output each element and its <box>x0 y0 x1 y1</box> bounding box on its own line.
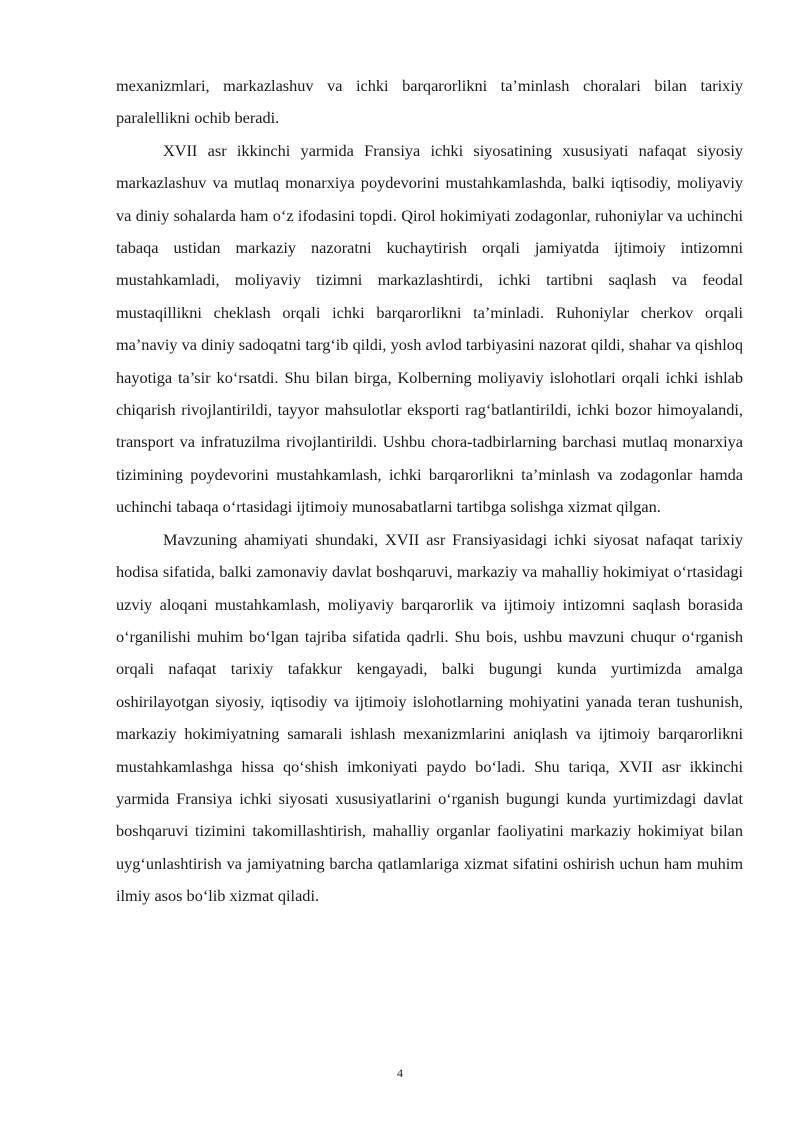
paragraph-topic-significance: Mavzuning ahamiyati shundaki, XVII asr Fransiyasidagi ichki siyosat nafaqat tarixiy hodisa sifatida, balki zamonaviy davlat boshqaruvi, markaziy va mahalliy hokimiyat o‘rtasidagi uzviy aloqani mustahkamlash, moliyaviy barqarorlik va ijtimoiy intizomni saqlash borasida o‘rganilishi muhim bo‘lgan tajriba sifatida qadrli. Shu bois, ushbu mavzuni chuqur o‘rganish orqali nafaqat tarixiy tafakkur kengayadi, balki bugungi kunda yurtimizda amalga oshirilayotgan siyosiy, iqtisodiy va ijtimoiy islohotlarning mohiyatini yanada teran tushunish, markaziy hokimiyatning samarali ishlash mexanizmlarini aniqlash va ijtimoiy barqarorlikni mustahkamlashga hissa qo‘shish imkoniyati paydo bo‘ladi. Shu tariqa, XVII asr ikkinchi yarmida Fransiya ichki siyosati xususiyatlarini o‘rganish bugungi kunda yurtimizdagi davlat boshqaruvi tizimini takomillashtirish, mahalliy organlar faoliyatini markaziy hokimiyat bilan uyg‘unlashtirish va jamiyatning barcha qatlamlariga xizmat sifatini oshirish uchun ham muhim ilmiy asos bo‘lib xizmat qiladi. <box>116 529 743 906</box>
page-number: 4 <box>397 1066 403 1080</box>
paragraph-continuation: mexanizmlari, markazlashuv va ichki barqarorlikni ta’minlash choralari bilan tarixiy paralellikni ochib beradi. <box>116 76 743 128</box>
body-text <box>116 70 743 913</box>
paragraph-internal-policy: XVII asr ikkinchi yarmida Fransiya ichki siyosatining xususiyati nafaqat siyosiy markazlashuv va mutlaq monarxiya poydevorini mustahkamlashda, balki iqtisodiy, moliyaviy va diniy sohalarda ham o‘z ifodasini topdi. Qirol hokimiyati zodagonlar, ruhoniylar va uchinchi tabaqa ustidan markaziy nazoratni kuchaytirish orqali jamiyatda ijtimoiy intizomni mustahkamladi, moliyaviy tizimni markazlashtirdi, ichki tartibni saqlash va feodal mustaqillikni cheklash orqali ichki barqarorlikni ta’minladi. Ruhoniylar cherkov orqali ma’naviy va diniy sadoqatni targ‘ib qildi, yosh avlod tarbiyasini nazorat qildi, shahar va qishloq hayotiga ta’sir ko‘rsatdi. Shu bilan birga, Kolberning moliyaviy islohotlari orqali ichki ishlab chiqarish rivojlantirildi, tayyor mahsulotlar eksporti rag‘batlantirildi, ichki bozor himoyalandi, transport va infratuzilma rivojlantirildi. Ushbu chora-tadbirlarning barchasi mutlaq monarxiya tizimining poydevorini mustahkamlash, ichki barqarorlikni ta’minlash va zodagonlar hamda uchinchi tabaqa o‘rtasidagi ijtimoiy munosabatlarni tartibga solishga xizmat qilgan. <box>116 140 743 517</box>
